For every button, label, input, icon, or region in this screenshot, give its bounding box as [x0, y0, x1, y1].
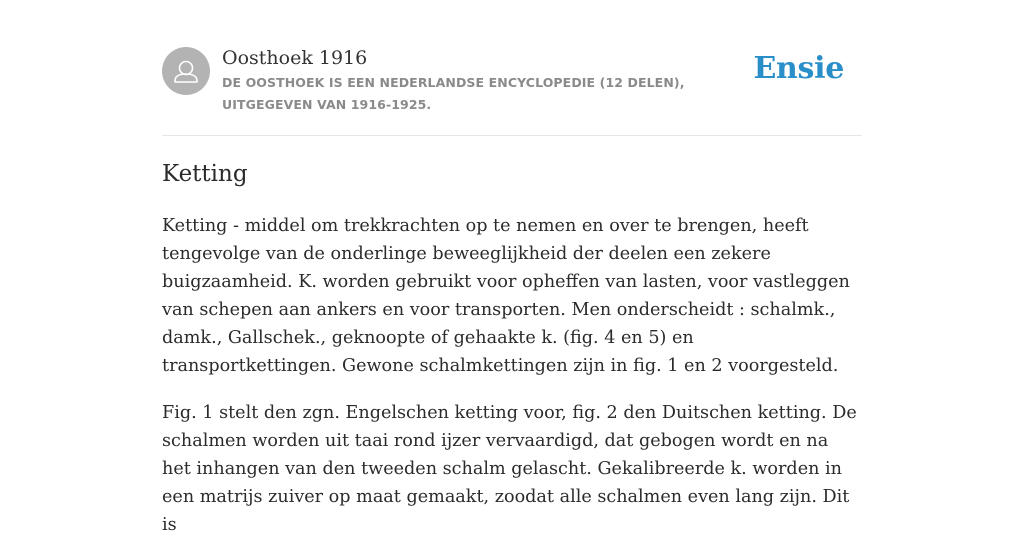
source-description: DE OOSTHOEK IS EEN NEDERLANDSE ENCYCLOPEDIE (12 DELEN), UITGEGEVEN VAN 1916-1925.	[222, 75, 685, 112]
avatar[interactable]	[162, 47, 210, 95]
article-paragraph: Ketting - middel om trekkrachten op te nemen en over te brengen, heeft tengevolge van de onderlinge beweeglijkheid der deelen een zekere buigzaamheid. K. worden gebruikt voor opheffen van lasten, voor vastleggen van schepen aan ankers en voor transporten. Men onderscheidt : schalmk., damk., Gallschek., geknoopte of gehaakte k. (fig. 4 en 5) en transportkettingen. Gewone schalmkettingen zijn in fig. 1 en 2 voorgesteld.	[162, 216, 850, 376]
source-header	[162, 0, 862, 136]
user-icon	[162, 47, 210, 95]
article-title: Ketting	[162, 161, 248, 187]
article-body	[162, 212, 862, 558]
ensie-logo-link[interactable]: Ensie	[753, 51, 844, 86]
article-paragraph: Fig. 1 stelt den zgn. Engelschen ketting voor, fig. 2 den Duitschen ketting. De schalmen worden uit taai rond ijzer vervaardigd, dat gebogen wordt en na het inhangen van den tweeden schalm gelascht. Gekalibreerde k. worden in een matrijs zuiver op maat gemaakt, zoodat alle schalmen even lang zijn. Dit is	[162, 403, 857, 535]
page	[162, 0, 862, 535]
source-title[interactable]: Oosthoek 1916	[222, 47, 368, 69]
